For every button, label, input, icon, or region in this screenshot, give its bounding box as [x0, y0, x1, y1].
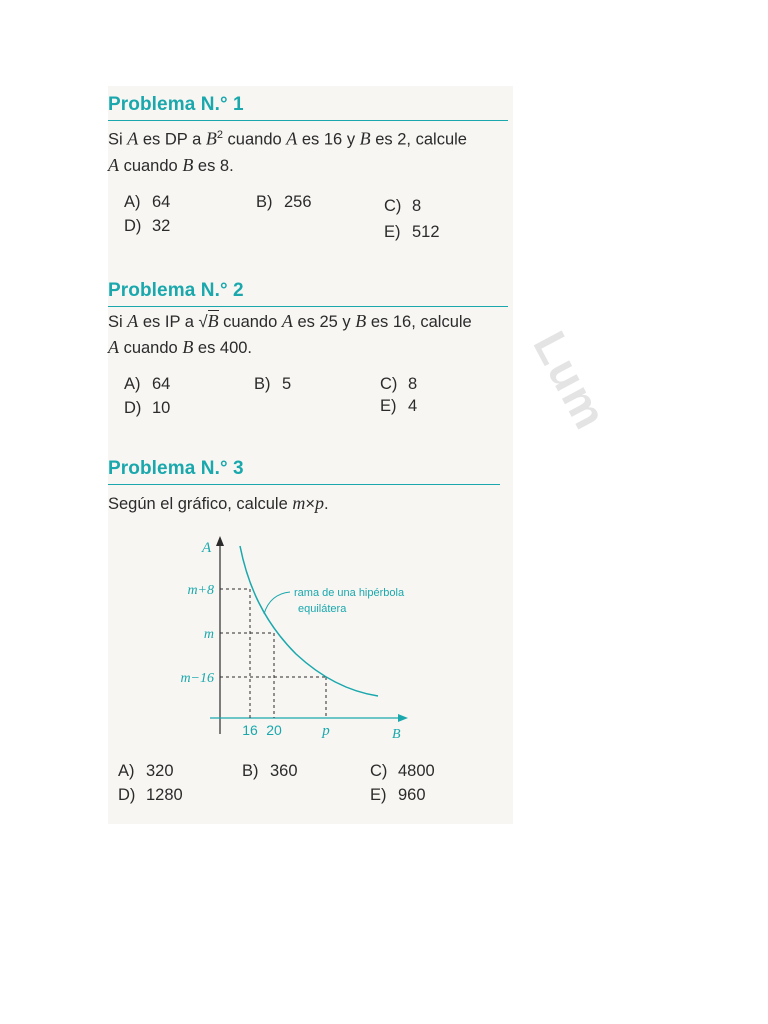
problem-1-title: Problema N.° 1: [108, 94, 508, 121]
problem-2-option-b[interactable]: B) 5: [254, 375, 292, 393]
hyperbola-curve: [240, 546, 378, 696]
problem-3-title: Problema N.° 3: [108, 458, 500, 485]
curve-label-line-2: equilátera: [298, 603, 347, 615]
problem-3-option-a[interactable]: A) 320: [118, 762, 174, 780]
problem-2-options: [108, 375, 508, 429]
problem-3-option-e[interactable]: E) 960: [370, 786, 426, 804]
problem-1: [108, 94, 508, 247]
problem-3-option-b[interactable]: B) 360: [242, 762, 298, 780]
problem-1-option-a[interactable]: A) 64: [124, 192, 171, 211]
problem-1-option-e[interactable]: E) 512: [384, 222, 440, 241]
problem-3-options: [108, 762, 508, 816]
x-tick-20: 20: [266, 722, 282, 738]
x-axis-arrow: [398, 714, 408, 722]
problem-3-option-c[interactable]: C) 4800: [370, 762, 435, 780]
sqrt-symbol: √: [198, 313, 208, 331]
y-axis-arrow: [216, 536, 224, 546]
problem-2-option-e[interactable]: E) 4: [380, 397, 418, 415]
y-tick-m: m: [203, 627, 214, 642]
problem-1-statement: [108, 123, 508, 179]
problem-3: [108, 458, 500, 517]
problem-3-option-d[interactable]: D) 1280: [118, 786, 183, 804]
problem-3-statement: Según el gráfico, calcule m×p.: [108, 493, 329, 513]
problem-2-title: Problema N.° 2: [108, 280, 508, 307]
y-tick-m-minus-16: m−16: [180, 671, 214, 686]
y-axis-label: A: [202, 540, 212, 556]
x-axis-label: B: [392, 727, 401, 742]
y-tick-m-plus-8: m+8: [187, 583, 214, 598]
problem-2-statement: [108, 309, 508, 361]
problem-1-statement-line-1: Si A es DP a $B^2$ cuando A es 16 y B es 2, calcule: [108, 128, 467, 149]
problem-2-option-c[interactable]: C) 8: [380, 375, 418, 393]
problem-2-option-d[interactable]: D) 10: [124, 399, 171, 417]
problem-2-statement-line-1: Si A es IP a √B cuando A es 25 y B es 16, calcule: [108, 311, 472, 331]
problem-1-statement-line-2: A cuando B es 8.: [108, 154, 234, 175]
problem-2: [108, 280, 508, 429]
watermark: Lum: [523, 322, 618, 439]
hyperbola-graph: [156, 534, 416, 744]
problem-2-option-a[interactable]: A) 64: [124, 375, 171, 393]
scanned-page: [108, 86, 618, 824]
problem-1-option-c[interactable]: C) 8: [384, 196, 422, 215]
problem-1-option-d[interactable]: D) 32: [124, 216, 171, 235]
curve-label-leader: [264, 592, 290, 614]
x-tick-p: p: [322, 723, 330, 739]
problem-1-options: [108, 193, 508, 247]
curve-label-line-1: rama de una hipérbola: [294, 587, 405, 599]
x-tick-16: 16: [242, 722, 258, 738]
problem-2-statement-line-2: A cuando B es 400.: [108, 337, 253, 357]
problem-1-option-b[interactable]: B) 256: [256, 192, 312, 211]
